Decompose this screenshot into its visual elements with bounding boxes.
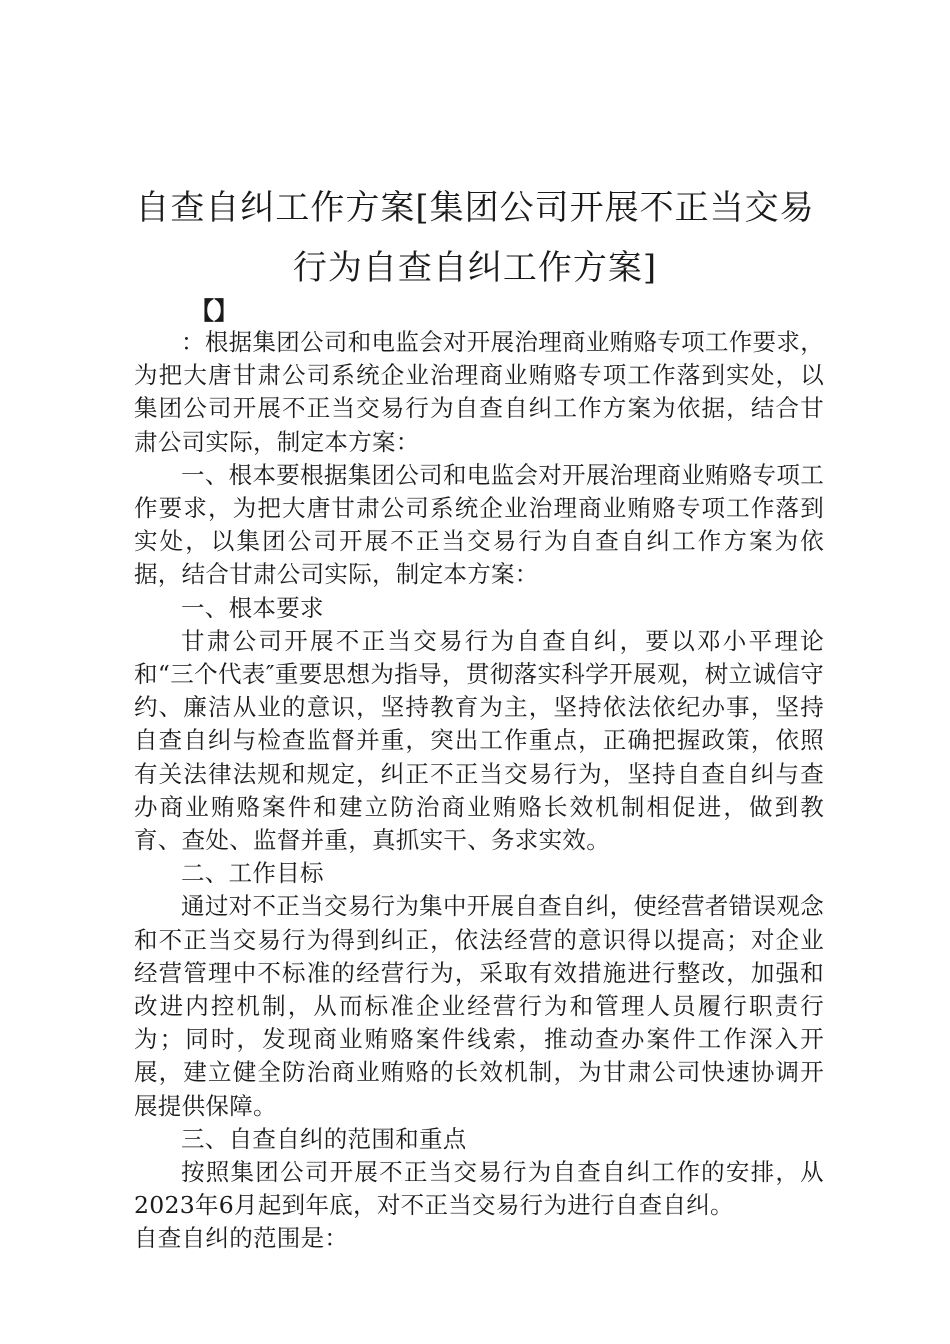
paragraph-scope: 按照集团公司开展不正当交易行为自查自纠工作的安排，从2023年6月起到年底，对不正当交易行为进行自查自纠。 xyxy=(134,1158,824,1220)
title-line-2: 行为自查自纠工作方案] xyxy=(292,248,658,288)
paragraph-intro: ：根据集团公司和电监会对开展治理商业贿赂专项工作要求，为把大唐甘肃公司系统企业治理商业贿赂专项工作落到实处，以集团公司开展不正当交易行为自查自纠工作方案为依据，结合甘肃公司实际，制定本方案： xyxy=(134,328,824,456)
heading-scope-and-focus: 三、自查自纠的范围和重点 xyxy=(181,1124,467,1153)
document-title xyxy=(120,178,830,298)
bracket-mark: 【】 xyxy=(190,296,238,325)
paragraph-basic-requirements: 甘肃公司开展不正当交易行为自查自纠，要以邓小平理论和“三个代表″重要思想为指导，贯彻落实科学开展观，树立诚信守约、廉洁从业的意识，坚持教育为主，坚持依法依纪办事，坚持自查自纠与检查监督并重，突出工作重点，正确把握政策，依照有关法律法规和规定，纠正不正当交易行为，坚持自查自纠与查办商业贿赂案件和建立防治商业贿赂长效机制相促进，做到教育、查处、监督并重，真抓实干、务求实效。 xyxy=(134,626,824,855)
heading-basic-requirements: 一、根本要求 xyxy=(181,593,324,622)
paragraph-section-1-repeat: 一、根本要根据集团公司和电监会对开展治理商业贿赂专项工作要求，为把大唐甘肃公司系统企业治理商业贿赂专项工作落到实处，以集团公司开展不正当交易行为自查自纠工作方案为依据，结合甘肃公司实际，制定本方案： xyxy=(134,460,824,589)
heading-work-goals: 二、工作目标 xyxy=(181,859,324,888)
document-body xyxy=(134,326,824,1256)
paragraph-work-goals: 通过对不正当交易行为集中开展自查自纠，使经营者错误观念和不正当交易行为得到纠正，依法经营的意识得以提高；对企业经营管理中不标准的经营行为，采取有效措施进行整改，加强和改进内控机制，从而标准企业经营行为和管理人员履行职责行为；同时，发现商业贿赂案件线索，推动查办案件工作深入开展，建立健全防治商业贿赂的长效机制，为甘肃公司快速协调开展提供保障。 xyxy=(134,892,824,1120)
title-line-1: 自查自纠工作方案[集团公司开展不正当交易 xyxy=(135,188,815,228)
paragraph-scope-list-intro: 自查自纠的范围是： xyxy=(134,1224,349,1253)
